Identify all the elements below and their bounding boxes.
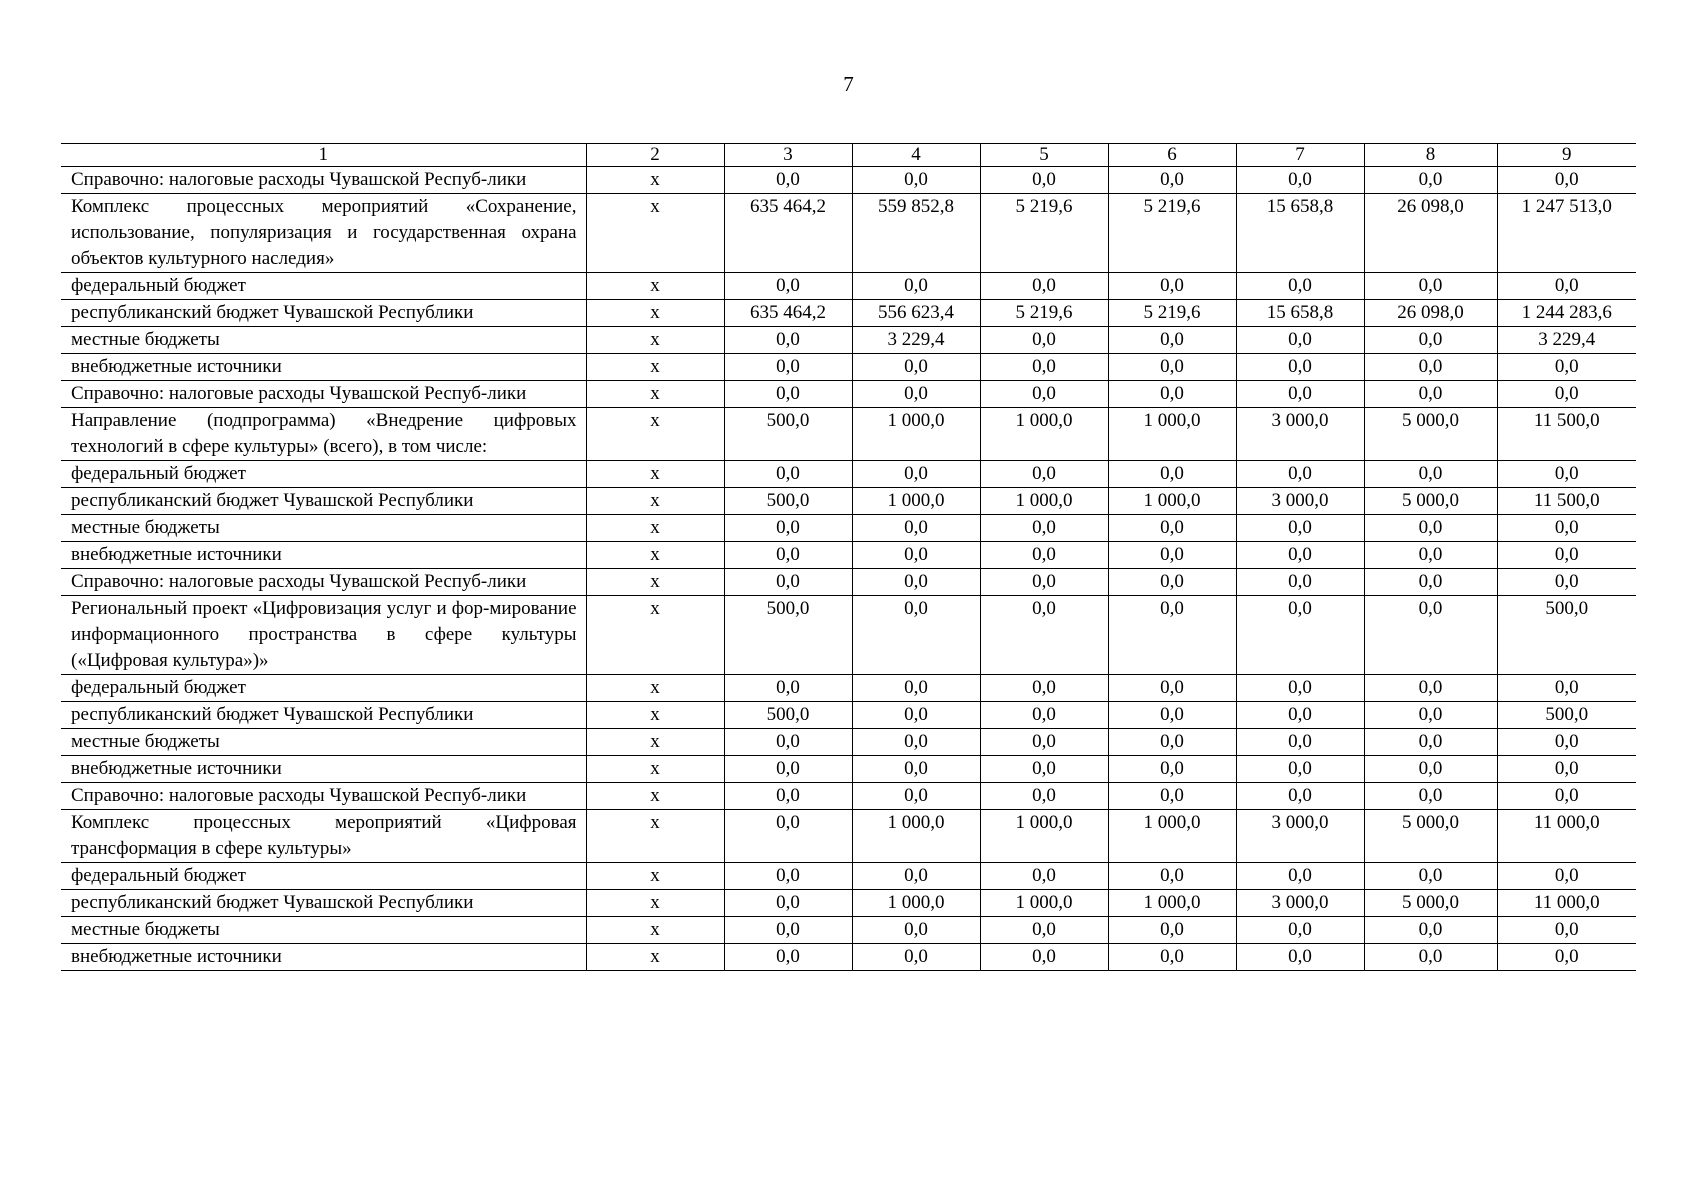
table-row — [61, 783, 1636, 810]
row-value: 0,0 — [980, 542, 1108, 569]
row-value: 0,0 — [724, 569, 852, 596]
row-marker: х — [586, 194, 724, 273]
row-name: местные бюджеты — [61, 729, 586, 756]
row-value: 5 000,0 — [1364, 408, 1497, 461]
row-marker: х — [586, 381, 724, 408]
row-value: 0,0 — [1364, 944, 1497, 971]
row-marker: х — [586, 890, 724, 917]
row-value: 0,0 — [980, 273, 1108, 300]
row-value: 500,0 — [724, 488, 852, 515]
row-value: 3 000,0 — [1236, 408, 1364, 461]
row-value: 0,0 — [1497, 542, 1636, 569]
row-name: внебюджетные источники — [61, 944, 586, 971]
row-value: 0,0 — [1236, 327, 1364, 354]
row-value: 0,0 — [1364, 783, 1497, 810]
row-value: 0,0 — [1497, 675, 1636, 702]
row-value: 0,0 — [980, 675, 1108, 702]
row-value: 0,0 — [852, 917, 980, 944]
row-value: 500,0 — [1497, 702, 1636, 729]
table-row — [61, 273, 1636, 300]
table-row — [61, 944, 1636, 971]
row-name: федеральный бюджет — [61, 461, 586, 488]
row-value: 0,0 — [1236, 515, 1364, 542]
row-value: 0,0 — [724, 783, 852, 810]
row-value: 0,0 — [1497, 354, 1636, 381]
table-row — [61, 194, 1636, 273]
row-value: 0,0 — [852, 569, 980, 596]
row-name: Справочно: налоговые расходы Чувашской Респуб-лики — [61, 381, 586, 408]
row-value: 1 000,0 — [1108, 890, 1236, 917]
row-name: республиканский бюджет Чувашской Республики — [61, 702, 586, 729]
row-value: 0,0 — [724, 354, 852, 381]
row-value: 1 000,0 — [980, 890, 1108, 917]
row-value: 0,0 — [1108, 863, 1236, 890]
row-marker: х — [586, 488, 724, 515]
row-name: местные бюджеты — [61, 327, 586, 354]
column-number-row — [61, 144, 1636, 167]
row-value: 0,0 — [1497, 273, 1636, 300]
table-row — [61, 596, 1636, 675]
row-value: 0,0 — [1236, 783, 1364, 810]
row-value: 0,0 — [852, 542, 980, 569]
table-row — [61, 729, 1636, 756]
row-value: 0,0 — [1108, 381, 1236, 408]
row-marker: х — [586, 756, 724, 783]
row-value: 0,0 — [980, 596, 1108, 675]
row-marker: х — [586, 729, 724, 756]
row-value: 0,0 — [1364, 461, 1497, 488]
column-number: 9 — [1497, 144, 1636, 167]
row-value: 0,0 — [1236, 756, 1364, 783]
row-value: 0,0 — [1497, 756, 1636, 783]
row-value: 500,0 — [724, 408, 852, 461]
row-value: 0,0 — [724, 675, 852, 702]
row-value: 0,0 — [1236, 596, 1364, 675]
column-number: 6 — [1108, 144, 1236, 167]
row-value: 1 000,0 — [1108, 810, 1236, 863]
table-row — [61, 890, 1636, 917]
row-value: 0,0 — [1497, 783, 1636, 810]
row-name: внебюджетные источники — [61, 354, 586, 381]
row-value: 3 000,0 — [1236, 810, 1364, 863]
row-value: 0,0 — [1364, 515, 1497, 542]
row-value: 0,0 — [724, 461, 852, 488]
row-value: 0,0 — [980, 944, 1108, 971]
row-name: республиканский бюджет Чувашской Республики — [61, 890, 586, 917]
row-marker: х — [586, 675, 724, 702]
row-name: внебюджетные источники — [61, 756, 586, 783]
row-value: 0,0 — [724, 917, 852, 944]
column-number: 2 — [586, 144, 724, 167]
row-value: 0,0 — [852, 944, 980, 971]
row-marker: х — [586, 702, 724, 729]
table-row — [61, 917, 1636, 944]
column-number: 3 — [724, 144, 852, 167]
row-value: 0,0 — [1108, 515, 1236, 542]
row-value: 1 000,0 — [980, 810, 1108, 863]
row-value: 0,0 — [1236, 354, 1364, 381]
row-value: 0,0 — [1497, 569, 1636, 596]
row-value: 15 658,8 — [1236, 194, 1364, 273]
row-value: 0,0 — [1236, 675, 1364, 702]
row-value: 0,0 — [1108, 569, 1236, 596]
row-value: 0,0 — [724, 863, 852, 890]
row-value: 635 464,2 — [724, 300, 852, 327]
row-value: 5 000,0 — [1364, 488, 1497, 515]
row-value: 0,0 — [1108, 783, 1236, 810]
row-value: 0,0 — [980, 863, 1108, 890]
row-value: 0,0 — [1364, 702, 1497, 729]
row-value: 556 623,4 — [852, 300, 980, 327]
row-value: 26 098,0 — [1364, 300, 1497, 327]
row-value: 11 000,0 — [1497, 890, 1636, 917]
row-value: 0,0 — [852, 596, 980, 675]
row-marker: х — [586, 863, 724, 890]
row-value: 26 098,0 — [1364, 194, 1497, 273]
row-value: 0,0 — [1236, 917, 1364, 944]
row-value: 0,0 — [1108, 461, 1236, 488]
row-value: 0,0 — [980, 354, 1108, 381]
row-value: 1 000,0 — [980, 408, 1108, 461]
table-row — [61, 756, 1636, 783]
row-value: 0,0 — [1108, 167, 1236, 194]
row-value: 0,0 — [980, 461, 1108, 488]
row-value: 0,0 — [980, 515, 1108, 542]
row-value: 5 219,6 — [980, 194, 1108, 273]
table-row — [61, 488, 1636, 515]
row-value: 0,0 — [1108, 729, 1236, 756]
row-name: федеральный бюджет — [61, 273, 586, 300]
row-value: 0,0 — [852, 354, 980, 381]
row-value: 0,0 — [1497, 917, 1636, 944]
row-name: Справочно: налоговые расходы Чувашской Респуб-лики — [61, 783, 586, 810]
row-value: 0,0 — [1364, 675, 1497, 702]
table-row — [61, 327, 1636, 354]
row-value: 0,0 — [1108, 756, 1236, 783]
row-value: 0,0 — [1364, 542, 1497, 569]
row-value: 0,0 — [724, 729, 852, 756]
row-value: 0,0 — [1497, 515, 1636, 542]
row-value: 0,0 — [1108, 675, 1236, 702]
row-name: федеральный бюджет — [61, 863, 586, 890]
row-value: 1 000,0 — [852, 810, 980, 863]
row-marker: х — [586, 327, 724, 354]
column-number: 8 — [1364, 144, 1497, 167]
row-value: 0,0 — [852, 729, 980, 756]
row-value: 0,0 — [980, 381, 1108, 408]
row-value: 0,0 — [1108, 542, 1236, 569]
table-row — [61, 300, 1636, 327]
row-value: 0,0 — [1108, 354, 1236, 381]
row-value: 0,0 — [1108, 596, 1236, 675]
column-number: 5 — [980, 144, 1108, 167]
row-value: 0,0 — [980, 756, 1108, 783]
row-name: Комплекс процессных мероприятий «Сохранение, использование, популяризация и государственная охрана объектов культурного наследия» — [61, 194, 586, 273]
row-value: 500,0 — [724, 596, 852, 675]
row-value: 0,0 — [724, 381, 852, 408]
row-value: 0,0 — [1364, 756, 1497, 783]
row-value: 1 000,0 — [1108, 488, 1236, 515]
row-name: федеральный бюджет — [61, 675, 586, 702]
row-value: 0,0 — [852, 702, 980, 729]
column-number: 1 — [61, 144, 586, 167]
row-value: 0,0 — [724, 327, 852, 354]
row-value: 0,0 — [1497, 863, 1636, 890]
row-value: 0,0 — [724, 756, 852, 783]
row-value: 15 658,8 — [1236, 300, 1364, 327]
column-number: 7 — [1236, 144, 1364, 167]
row-value: 1 000,0 — [1108, 408, 1236, 461]
row-value: 0,0 — [1236, 863, 1364, 890]
row-marker: х — [586, 273, 724, 300]
row-value: 0,0 — [1497, 944, 1636, 971]
row-value: 1 000,0 — [852, 408, 980, 461]
row-value: 0,0 — [1108, 944, 1236, 971]
row-value: 0,0 — [1236, 729, 1364, 756]
row-marker: х — [586, 917, 724, 944]
row-value: 0,0 — [1236, 461, 1364, 488]
row-value: 0,0 — [980, 729, 1108, 756]
row-value: 559 852,8 — [852, 194, 980, 273]
row-value: 635 464,2 — [724, 194, 852, 273]
row-value: 0,0 — [852, 783, 980, 810]
table-row — [61, 675, 1636, 702]
row-value: 0,0 — [1364, 569, 1497, 596]
row-value: 1 247 513,0 — [1497, 194, 1636, 273]
row-name: Комплекс процессных мероприятий «Цифровая трансформация в сфере культуры» — [61, 810, 586, 863]
row-value: 1 000,0 — [980, 488, 1108, 515]
row-value: 5 219,6 — [1108, 300, 1236, 327]
row-value: 0,0 — [1236, 702, 1364, 729]
row-value: 0,0 — [1108, 917, 1236, 944]
row-value: 0,0 — [1497, 167, 1636, 194]
table-row — [61, 569, 1636, 596]
row-value: 0,0 — [980, 569, 1108, 596]
row-value: 5 000,0 — [1364, 890, 1497, 917]
row-value: 0,0 — [1497, 381, 1636, 408]
row-value: 3 229,4 — [852, 327, 980, 354]
row-value: 0,0 — [852, 675, 980, 702]
table-row — [61, 167, 1636, 194]
row-value: 1 000,0 — [852, 488, 980, 515]
row-value: 0,0 — [1236, 381, 1364, 408]
row-name: республиканский бюджет Чувашской Республики — [61, 300, 586, 327]
row-value: 0,0 — [1108, 273, 1236, 300]
row-value: 0,0 — [1497, 729, 1636, 756]
row-value: 0,0 — [724, 944, 852, 971]
row-marker: х — [586, 167, 724, 194]
row-value: 1 000,0 — [852, 890, 980, 917]
row-marker: х — [586, 354, 724, 381]
row-value: 0,0 — [1236, 542, 1364, 569]
row-value: 3 000,0 — [1236, 890, 1364, 917]
row-value: 0,0 — [980, 327, 1108, 354]
table-row — [61, 354, 1636, 381]
row-value: 11 500,0 — [1497, 408, 1636, 461]
row-name: внебюджетные источники — [61, 542, 586, 569]
row-value: 1 244 283,6 — [1497, 300, 1636, 327]
row-value: 0,0 — [724, 515, 852, 542]
row-name: Справочно: налоговые расходы Чувашской Респуб-лики — [61, 167, 586, 194]
table-row — [61, 542, 1636, 569]
row-value: 0,0 — [724, 167, 852, 194]
row-value: 0,0 — [1364, 729, 1497, 756]
row-name: Региональный проект «Цифровизация услуг и фор-мирование информационного пространства в сфере культуры («Цифровая культура»)» — [61, 596, 586, 675]
row-marker: х — [586, 596, 724, 675]
table-row — [61, 702, 1636, 729]
row-value: 0,0 — [1364, 273, 1497, 300]
row-marker: х — [586, 461, 724, 488]
row-name: республиканский бюджет Чувашской Республики — [61, 488, 586, 515]
row-value: 0,0 — [1364, 863, 1497, 890]
row-value: 0,0 — [1108, 327, 1236, 354]
column-number: 4 — [852, 144, 980, 167]
table-row — [61, 408, 1636, 461]
row-marker: х — [586, 300, 724, 327]
budget-table — [61, 143, 1636, 971]
row-value: 0,0 — [980, 702, 1108, 729]
row-name: местные бюджеты — [61, 917, 586, 944]
row-value: 0,0 — [1108, 702, 1236, 729]
row-value: 0,0 — [724, 273, 852, 300]
row-value: 0,0 — [852, 461, 980, 488]
table-row — [61, 863, 1636, 890]
table-row — [61, 810, 1636, 863]
row-marker: х — [586, 944, 724, 971]
row-value: 0,0 — [1236, 569, 1364, 596]
row-marker: х — [586, 569, 724, 596]
row-value: 0,0 — [852, 756, 980, 783]
row-value: 3 229,4 — [1497, 327, 1636, 354]
row-value: 0,0 — [980, 917, 1108, 944]
row-value: 0,0 — [724, 542, 852, 569]
row-value: 0,0 — [852, 515, 980, 542]
row-value: 0,0 — [1364, 167, 1497, 194]
row-marker: х — [586, 515, 724, 542]
table-row — [61, 381, 1636, 408]
row-value: 0,0 — [852, 863, 980, 890]
row-value: 11 500,0 — [1497, 488, 1636, 515]
row-marker: х — [586, 810, 724, 863]
row-value: 0,0 — [1364, 917, 1497, 944]
row-value: 0,0 — [724, 810, 852, 863]
table-row — [61, 461, 1636, 488]
row-value: 0,0 — [1497, 461, 1636, 488]
row-value: 0,0 — [852, 273, 980, 300]
page-number: 7 — [843, 72, 854, 96]
row-value: 500,0 — [724, 702, 852, 729]
row-marker: х — [586, 408, 724, 461]
row-value: 0,0 — [1236, 944, 1364, 971]
row-value: 0,0 — [1364, 327, 1497, 354]
row-value: 0,0 — [724, 890, 852, 917]
row-marker: х — [586, 783, 724, 810]
row-name: Направление (подпрограмма) «Внедрение цифровых технологий в сфере культуры» (всего), в том числе: — [61, 408, 586, 461]
row-marker: х — [586, 542, 724, 569]
table-row — [61, 515, 1636, 542]
row-value: 3 000,0 — [1236, 488, 1364, 515]
row-value: 0,0 — [852, 381, 980, 408]
row-value: 11 000,0 — [1497, 810, 1636, 863]
row-value: 5 219,6 — [980, 300, 1108, 327]
row-value: 500,0 — [1497, 596, 1636, 675]
row-value: 0,0 — [1236, 167, 1364, 194]
row-value: 5 219,6 — [1108, 194, 1236, 273]
row-name: Справочно: налоговые расходы Чувашской Респуб-лики — [61, 569, 586, 596]
row-value: 0,0 — [1236, 273, 1364, 300]
row-value: 0,0 — [980, 783, 1108, 810]
row-value: 5 000,0 — [1364, 810, 1497, 863]
row-value: 0,0 — [1364, 381, 1497, 408]
row-value: 0,0 — [980, 167, 1108, 194]
row-value: 0,0 — [852, 167, 980, 194]
row-value: 0,0 — [1364, 596, 1497, 675]
row-name: местные бюджеты — [61, 515, 586, 542]
row-value: 0,0 — [1364, 354, 1497, 381]
